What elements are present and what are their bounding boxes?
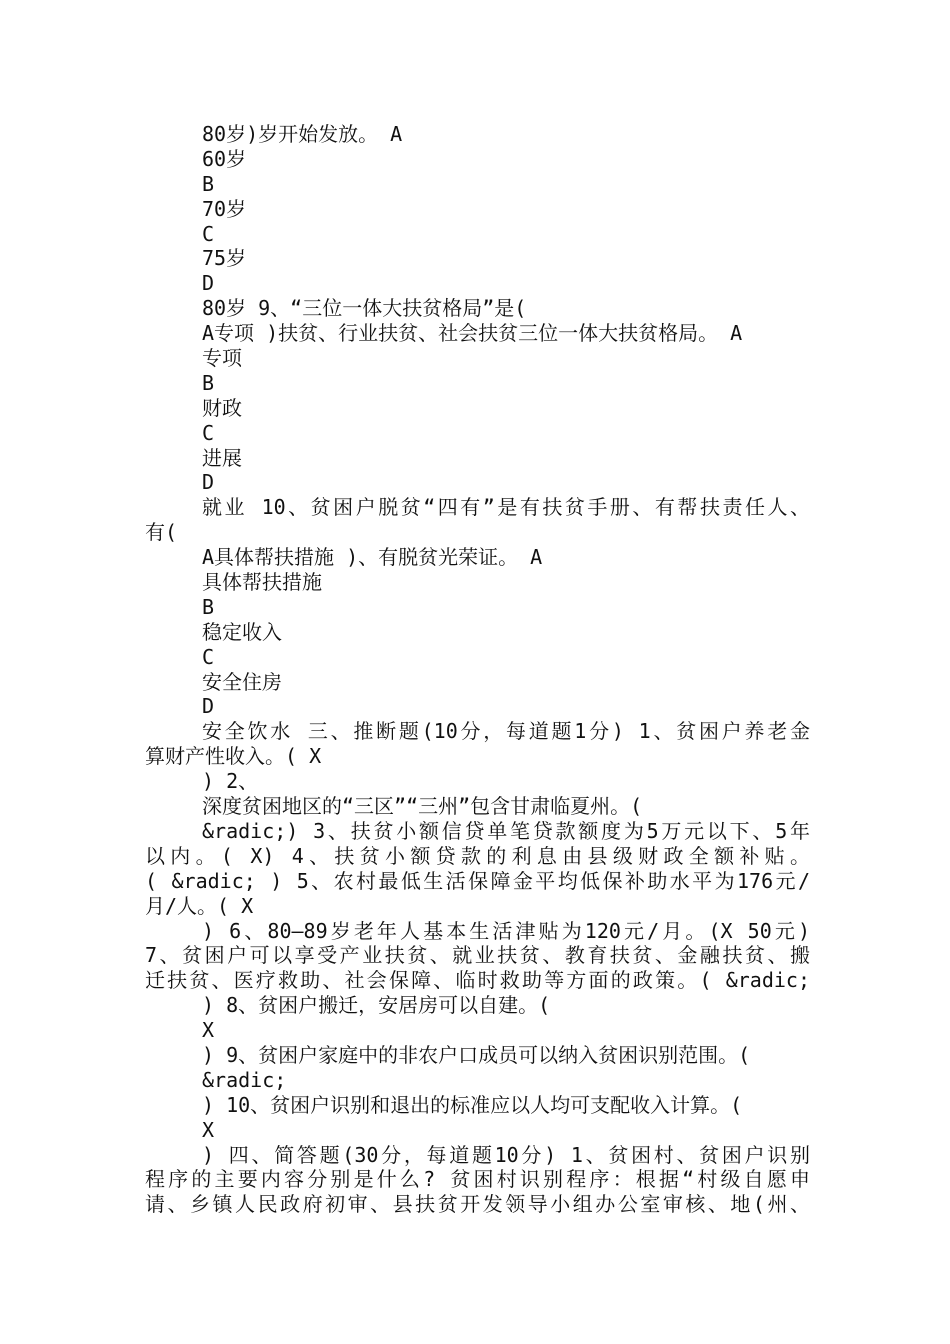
- text-line: ) 10、贫困户识别和退出的标准应以人均可支配收入计算。(: [202, 1092, 743, 1117]
- text-line: ) 2、: [202, 769, 259, 794]
- text-line: D: [202, 694, 215, 719]
- text-line: 安全饮水 三、推断题(10分，每道题1分) 1、贫困户养老金: [202, 719, 810, 744]
- text-line: 80岁)岁开始发放。 A: [202, 122, 403, 146]
- text-line: ) 四、简答题(30分，每道题10分) 1、贫困村、贫困户识别: [202, 1142, 810, 1167]
- text-line: 80岁 9、“三位一体大扶贫格局”是(: [202, 296, 527, 321]
- text-line: 7、贫困户可以享受产业扶贫、就业扶贫、教育扶贫、金融扶贫、搬: [145, 943, 810, 968]
- text-line: 具体帮扶措施: [202, 570, 322, 595]
- text-line: C: [202, 420, 215, 445]
- document-body: [145, 122, 810, 1217]
- text-line: 程序的主要内容分别是什么? 贫困村识别程序：根据“村级自愿申: [145, 1167, 810, 1192]
- text-line: 就业 10、贫困户脱贫“四有”是有扶贫手册、有帮扶责任人、: [202, 495, 810, 520]
- text-line: 迁扶贫、医疗救助、社会保障、临时救助等方面的政策。( &radic;: [145, 968, 810, 993]
- text-line: 75岁: [202, 246, 247, 271]
- text-line: D: [202, 271, 215, 296]
- text-line: B: [202, 594, 215, 619]
- text-line: 月/人。( X: [145, 893, 254, 918]
- text-line: B: [202, 171, 215, 196]
- text-line: D: [202, 470, 215, 495]
- text-line: 70岁: [202, 196, 247, 221]
- text-line: 算财产性收入。( X: [145, 744, 322, 769]
- text-line: &radic;: [202, 1067, 287, 1092]
- text-line: C: [202, 221, 215, 246]
- text-line: 稳定收入: [202, 619, 282, 644]
- text-line: 请、乡镇人民政府初审、县扶贫开发领导小组办公室审核、地(州、: [145, 1192, 810, 1217]
- text-line: 有(: [145, 520, 178, 545]
- text-line: X: [202, 1018, 215, 1043]
- text-line: 专项: [202, 346, 242, 371]
- text-line: X: [202, 1117, 215, 1142]
- text-line: 财政: [202, 395, 242, 420]
- text-line: ( &radic; ) 5、农村最低生活保障金平均低保补助水平为176元/: [145, 868, 810, 893]
- text-line: ) 9、贫困户家庭中的非农户口成员可以纳入贫困识别范围。(: [202, 1042, 751, 1067]
- text-line: 以内。( X) 4、扶贫小额贷款的利息由县级财政全额补贴。: [145, 843, 810, 868]
- text-line: A具体帮扶措施 )、有脱贫光荣证。 A: [202, 545, 543, 570]
- text-line: 深度贫困地区的“三区”“三州”包含甘肃临夏州。(: [202, 794, 643, 819]
- text-line: B: [202, 370, 215, 395]
- text-line: 安全住房: [202, 669, 282, 694]
- text-line: 进展: [202, 445, 242, 470]
- text-line: &radic;) 3、扶贫小额信贷单笔贷款额度为5万元以下、5年: [202, 818, 810, 843]
- text-line: C: [202, 644, 215, 669]
- text-line: ) 6、80—89岁老年人基本生活津贴为120元/月。(X 50元): [202, 918, 810, 943]
- text-line: A专项 )扶贫、行业扶贫、社会扶贫三位一体大扶贫格局。 A: [202, 321, 743, 346]
- text-line: 60岁: [202, 146, 247, 171]
- text-line: ) 8、贫困户搬迁，安居房可以自建。(: [202, 993, 551, 1018]
